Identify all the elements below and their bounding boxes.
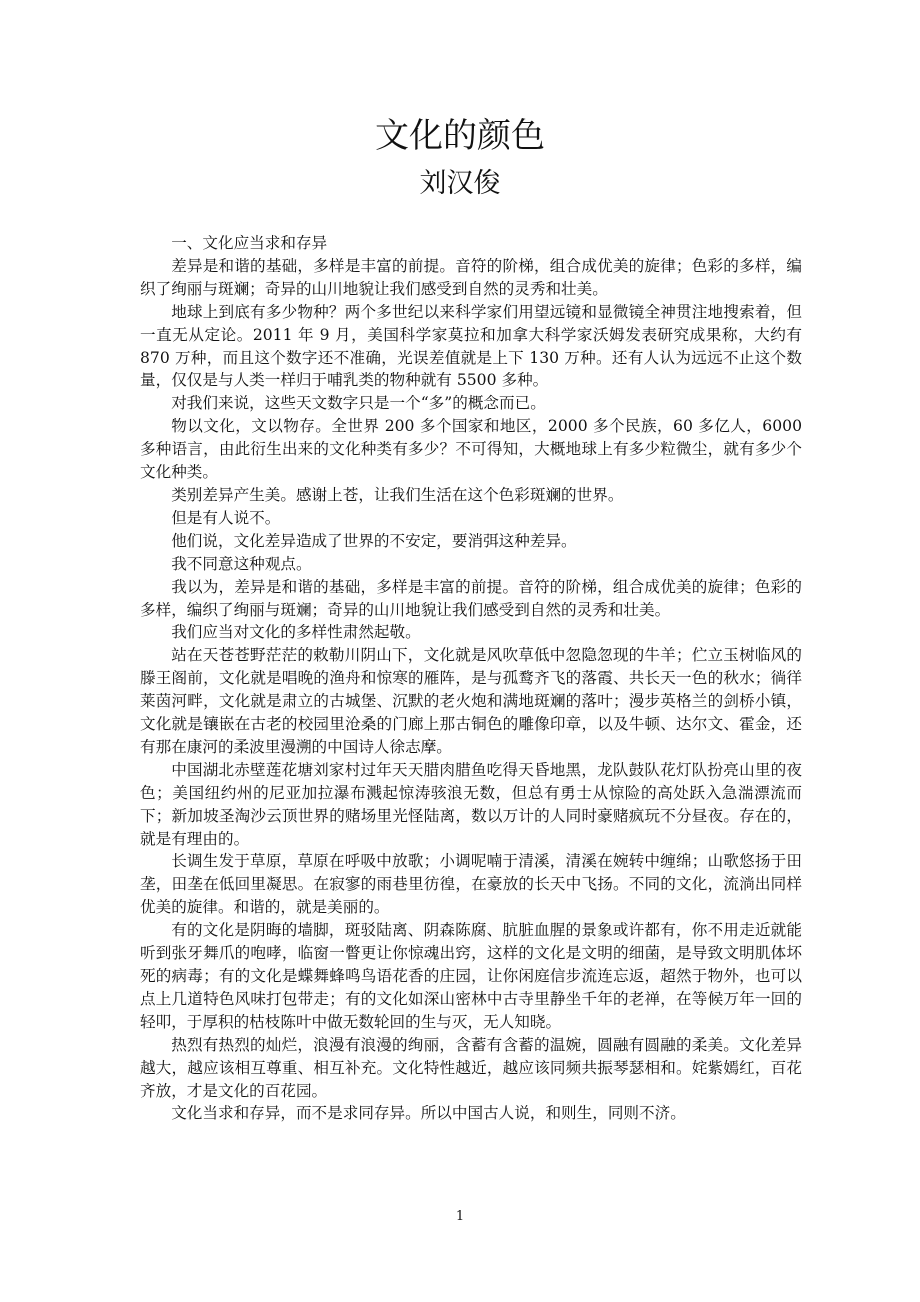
document-title: 文化的颜色 [375, 116, 545, 156]
section-heading: 一、文化应当求和存异 [171, 234, 328, 252]
paragraph: 物以文化，文以物存。全世界 200 多个国家和地区，2000 多个民族，60 多亿人，6000 多种语言，由此衍生出来的文化种类有多少？不可得知，大概地球上有多少粒微尘，就有多少个文化种类。 [140, 417, 802, 482]
paragraph: 我以为，差异是和谐的基础，多样是丰富的前提。音符的阶梯，组合成优美的旋律；色彩的多样，编织了绚丽与斑斓；奇异的山川地貌让我们感受到自然的灵秀和壮美。 [140, 577, 802, 619]
paragraph: 长调生发于草原，草原在呼吸中放歌；小调呢喃于清溪，清溪在婉转中缠绵；山歌悠扬于田垄，田垄在低回里凝思。在寂寥的雨巷里彷徨，在豪放的长天中飞扬。不同的文化，流淌出同样优美的旋律。和谐的，就是美丽的。 [140, 852, 802, 917]
paragraph: 对我们来说，这些天文数字只是一个“多”的概念而已。 [171, 394, 546, 413]
paragraph: 我们应当对文化的多样性肃然起敬。 [171, 623, 421, 642]
paragraph: 地球上到底有多少物种？两个多世纪以来科学家们用望远镜和显微镜全神贯注地搜索着，但一直无从定论。2011 年 9 月，美国科学家莫拉和加拿大科学家沃姆发表研究成果称，大约有 870 万种，而且这个数字还不准确，光误差值就是上下 130 万种。还有人认为远远不止这个数量，仅仅是与人类一样归于哺乳类的物种就有 5500 多种。 [140, 302, 802, 390]
page-number: 1 [455, 1209, 465, 1224]
document-author: 刘汉俊 [419, 168, 501, 199]
paragraph: 热烈有热烈的灿烂，浪漫有浪漫的绚丽，含蓄有含蓄的温婉，圆融有圆融的柔美。文化差异越大，越应该相互尊重、相互补充。文化特性越近，越应该同频共振琴瑟相和。姹紫嫣红，百花齐放，才是文化的百花园。 [140, 1035, 802, 1100]
paragraph: 我不同意这种观点。 [171, 554, 312, 573]
paragraph: 他们说，文化差异造成了世界的不安定，要消弭这种差异。 [171, 531, 577, 550]
paragraph: 差异是和谐的基础，多样是丰富的前提。音符的阶梯，组合成优美的旋律；色彩的多样，编织了绚丽与斑斓；奇异的山川地貌让我们感受到自然的灵秀和壮美。 [140, 256, 802, 298]
paragraph: 类别差异产生美。感谢上苍，让我们生活在这个色彩斑斓的世界。 [171, 485, 624, 504]
paragraph: 有的文化是阴晦的墙脚，斑驳陆离、阴森陈腐、肮脏血腥的景象或许都有，你不用走近就能听到张牙舞爪的咆哮，临窗一瞥更让你惊魂出窍，这样的文化是文明的细菌，是导致文明肌体坏死的病毒；有的文化是蝶舞蜂鸣鸟语花香的庄园，让你闲庭信步流连忘返，超然于物外，也可以点上几道特色风味打包带走；有的文化如深山密林中古寺里静坐千年的老禅，在等候万年一回的轻叩，于厚积的枯枝陈叶中做无数轮回的生与灭，无人知晓。 [140, 921, 802, 1031]
paragraph: 站在天苍苍野茫茫的敕勒川阴山下，文化就是风吹草低中忽隐忽现的牛羊；伫立玉树临风的滕王阁前，文化就是唱晚的渔舟和惊寒的雁阵，是与孤鹜齐飞的落霞、共长天一色的秋水；徜徉莱茵河畔，文化就是肃立的古城堡、沉默的老火炮和满地斑斓的落叶；漫步英格兰的剑桥小镇，文化就是镶嵌在古老的校园里沧桑的门廊上那古铜色的雕像印章，以及牛顿、达尔文、霍金，还有那在康河的柔波里漫溯的中国诗人徐志摩。 [140, 646, 802, 756]
paragraph: 中国湖北赤壁莲花塘刘家村过年天天腊肉腊鱼吃得天昏地黑，龙队鼓队花灯队扮亮山里的夜色；美国纽约州的尼亚加拉瀑布溅起惊涛骇浪无数，但总有勇士从惊险的高处跃入急湍漂流而下；新加坡圣淘沙云顶世界的赌场里光怪陆离，数以万计的人同时豪赌疯玩不分昼夜。存在的，就是有理由的。 [140, 760, 802, 848]
document-body [140, 232, 802, 1125]
paragraph: 但是有人说不。 [171, 508, 281, 527]
paragraph: 文化当求和存异，而不是求同存异。所以中国古人说，和则生，同则不济。 [171, 1104, 686, 1123]
